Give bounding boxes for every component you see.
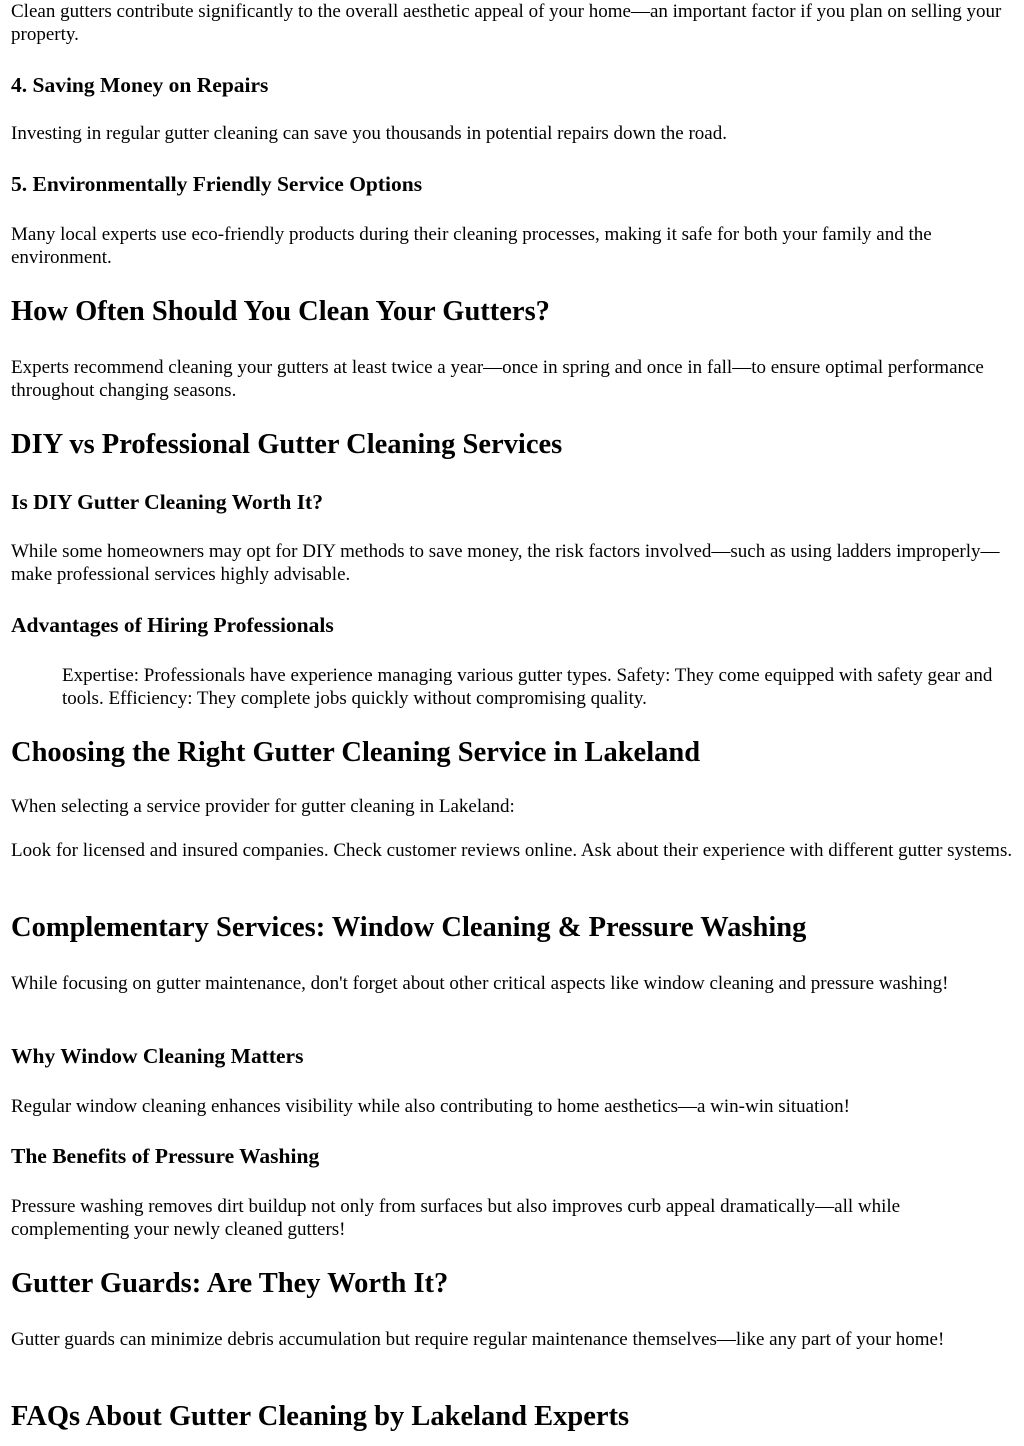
eco-friendly-heading: 5. Environmentally Friendly Service Options [11,172,423,196]
diy-worth-paragraph: While some homeowners may opt for DIY methods to save money, the risk factors involved—such as using ladders improperly—make professional services highly advisable. [11,541,1000,585]
faqs-heading: FAQs About Gutter Cleaning by Lakeland Experts [11,1401,630,1432]
curb-appeal-paragraph: Clean gutters contribute significantly to the overall aesthetic appeal of your home—an important factor if you plan on selling your property. [11,1,1002,45]
gutter-guards-paragraph: Gutter guards can minimize debris accumulation but require regular maintenance themselves—like any part of your home! [11,1329,945,1350]
complementary-services-heading: Complementary Services: Window Cleaning & Pressure Washing [11,912,807,943]
how-often-heading: How Often Should You Clean Your Gutters? [11,296,550,327]
complementary-services-paragraph: While focusing on gutter maintenance, don't forget about other critical aspects like window cleaning and pressure washing! [11,973,949,994]
pressure-washing-paragraph: Pressure washing removes dirt buildup not only from surfaces but also improves curb appeal dramatically—all while complementing your newly cleaned gutters! [11,1196,901,1240]
gutter-guards-heading: Gutter Guards: Are They Worth It? [11,1268,449,1299]
diy-vs-professional-heading: DIY vs Professional Gutter Cleaning Services [11,429,563,460]
advantages-blockquote: Expertise: Professionals have experience managing various gutter types. Safety: They come equipped with safety gear and tools. Efficiency: They complete jobs quickly without compromising quality. [62,665,993,709]
choosing-tips-paragraph: Look for licensed and insured companies. Check customer reviews online. Ask about their experience with different gutter systems. [11,840,1013,861]
choosing-service-heading: Choosing the Right Gutter Cleaning Service in Lakeland [11,737,701,768]
saving-money-paragraph: Investing in regular gutter cleaning can save you thousands in potential repairs down the road. [11,123,727,144]
pressure-washing-heading: The Benefits of Pressure Washing [11,1144,320,1168]
choosing-intro-paragraph: When selecting a service provider for gutter cleaning in Lakeland: [11,796,515,817]
window-cleaning-heading: Why Window Cleaning Matters [11,1044,304,1068]
diy-worth-heading: Is DIY Gutter Cleaning Worth It? [11,490,323,514]
window-cleaning-paragraph: Regular window cleaning enhances visibility while also contributing to home aesthetics—a win-win situation! [11,1096,850,1117]
how-often-paragraph: Experts recommend cleaning your gutters at least twice a year—once in spring and once in fall—to ensure optimal performance throughout changing seasons. [11,357,984,401]
advantages-heading: Advantages of Hiring Professionals [11,613,334,637]
eco-friendly-paragraph: Many local experts use eco-friendly products during their cleaning processes, making it safe for both your family and the environment. [11,224,932,268]
saving-money-heading: 4. Saving Money on Repairs [11,73,269,97]
